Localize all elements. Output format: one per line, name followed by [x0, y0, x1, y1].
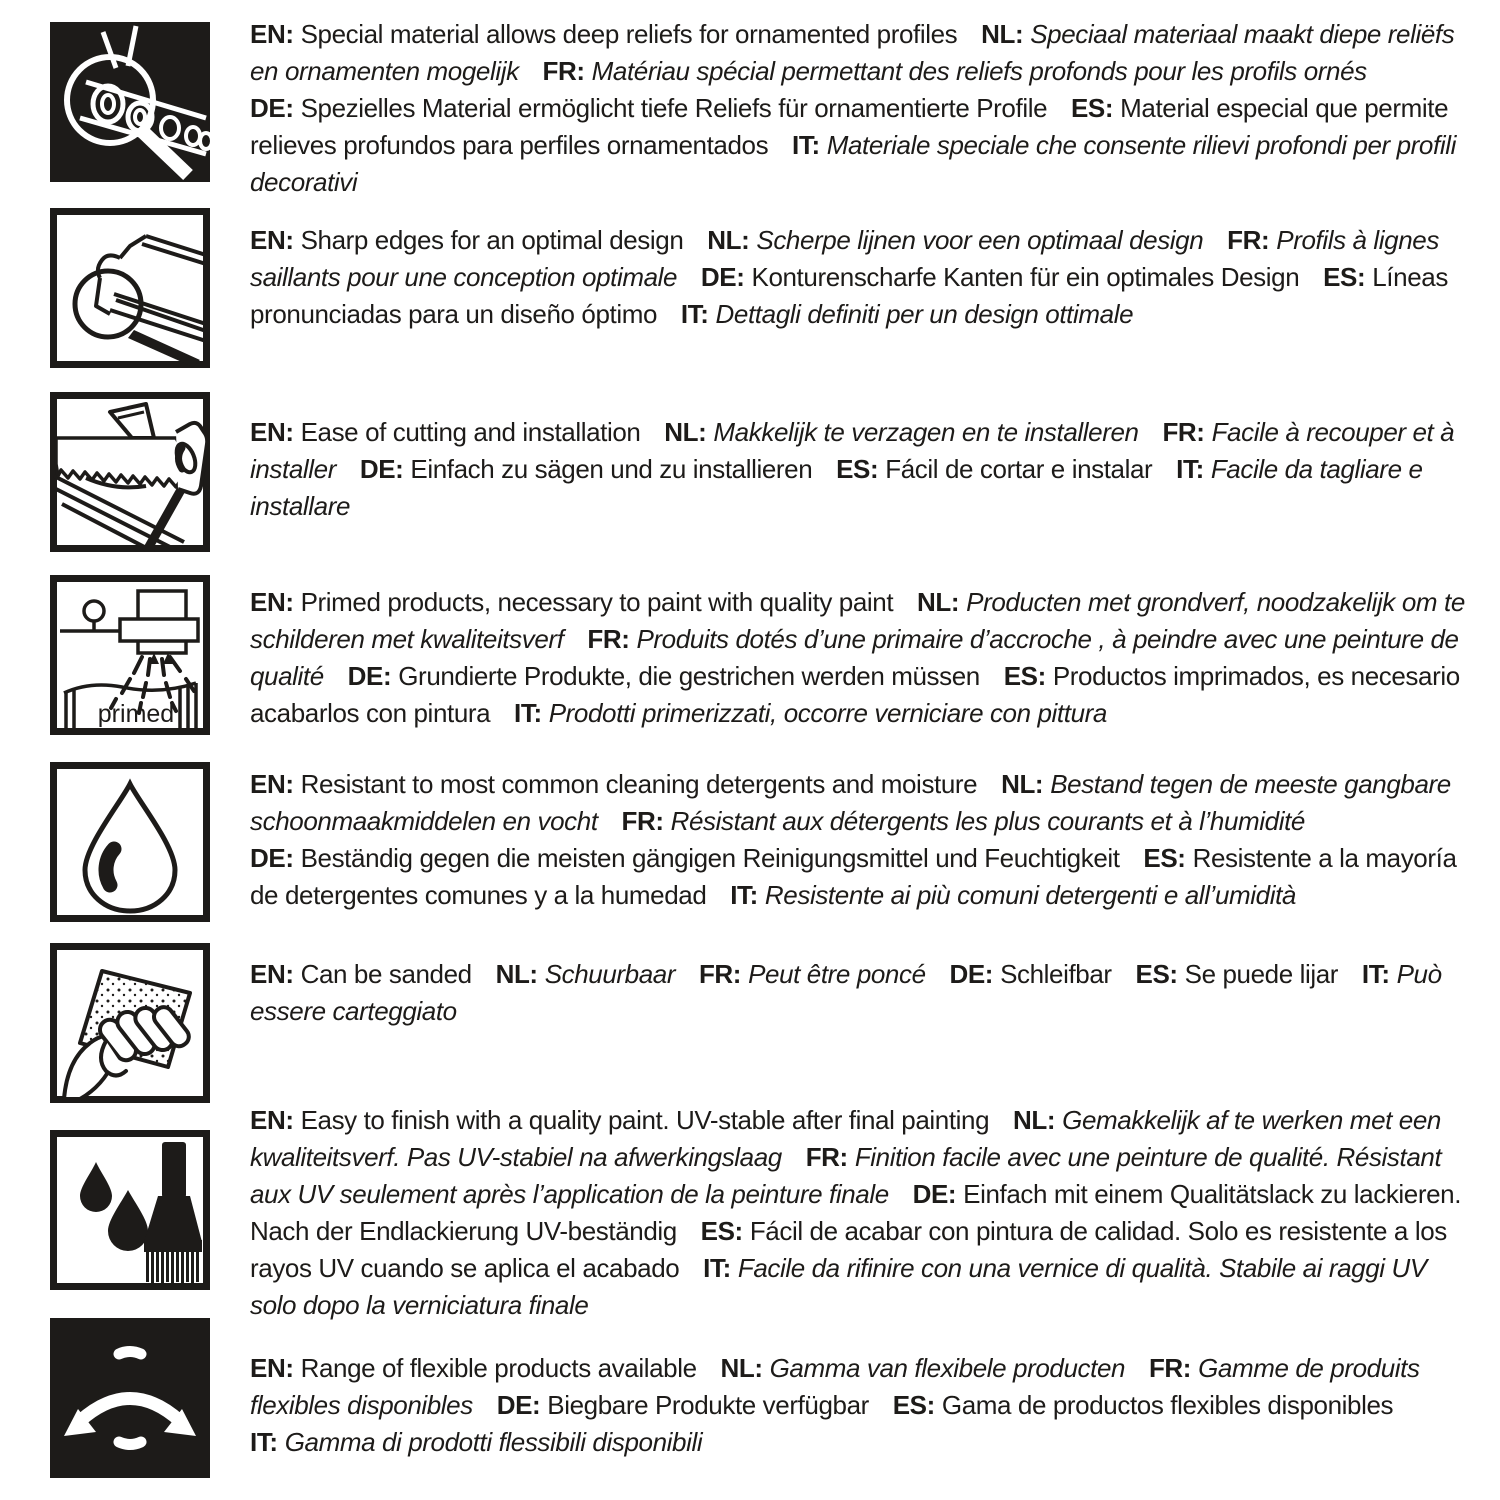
lang-label: ES: — [1135, 959, 1178, 989]
primed-label: primed — [97, 700, 175, 728]
lang-segment-en — [250, 1105, 989, 1135]
lang-segment-en — [250, 587, 893, 617]
lang-value: Speciaal materiaal maakt diepe reliëfs en ornamenten mogelijk — [250, 19, 1455, 86]
lang-segment-es — [893, 1390, 1393, 1420]
lang-value: Finition facile avec une peinture de qualité. Résistant aux UV seulement après l’application de la peinture finale — [250, 1142, 1442, 1209]
lang-label: IT: — [1361, 959, 1390, 989]
lang-value: Schuurbaar — [544, 959, 676, 989]
lang-label: FR: — [542, 56, 585, 86]
lang-segment-en — [250, 417, 640, 447]
lang-label: IT: — [703, 1253, 731, 1283]
lang-value: Biegbare Produkte verfügbar — [547, 1390, 869, 1420]
lang-value: Profils à lignes saillants pour une conception optimale — [250, 225, 1439, 292]
lang-label: NL: — [917, 587, 960, 617]
lang-segment-de — [250, 843, 1120, 873]
lang-label: ES: — [700, 1216, 743, 1246]
lang-label: DE: — [949, 959, 994, 989]
lang-label: FR: — [1227, 225, 1270, 255]
lang-value: Gemakkelijk af te werken met een kwaliteitsverf. Pas UV-stabiel na afwerkingslaag — [250, 1105, 1441, 1172]
lang-segment-de — [348, 661, 980, 691]
lang-label: FR: — [698, 959, 742, 989]
lang-segment-de — [701, 262, 1299, 292]
lang-value: Productos imprimados, es necesario acabarlos con pintura — [250, 661, 1460, 728]
lang-segment-fr — [543, 56, 1367, 86]
lang-segment-de — [949, 959, 1111, 989]
lang-label: NL: — [720, 1353, 763, 1383]
lang-value: Scherpe lijnen voor een optimaal design — [756, 225, 1204, 255]
lang-label: ES: — [1323, 262, 1366, 292]
feature-text — [250, 766, 1472, 914]
lang-label: EN: — [250, 959, 294, 989]
lang-value: Range of flexible products available — [300, 1353, 697, 1383]
sharp-edge-magnifier-icon — [50, 208, 210, 368]
lang-value: Produits dotés d’une primaire d’accroche , à peindre avec une peinture de qualité — [250, 624, 1459, 691]
lang-label: EN: — [250, 1353, 294, 1383]
lang-value: Can be sanded — [300, 959, 472, 989]
lang-value: Peut être poncé — [748, 959, 926, 989]
ornamented-profile-magnifier-icon — [50, 22, 210, 182]
lang-label: DE: — [700, 262, 745, 292]
lang-label: DE: — [359, 454, 404, 484]
lang-value: Materiale speciale che consente rilievi profondi per profili decorativi — [250, 130, 1456, 197]
lang-label: ES: — [892, 1390, 935, 1420]
lang-segment-de — [250, 93, 1047, 123]
lang-segment-it — [681, 299, 1133, 329]
lang-label: ES: — [1003, 661, 1046, 691]
lang-value: Prodotti primerizzati, occorre verniciare con pittura — [548, 698, 1107, 728]
lang-value: Può essere carteggiato — [250, 959, 1442, 1026]
lang-value: Gamme de produits flexibles disponibles — [250, 1353, 1420, 1420]
lang-label: EN: — [250, 225, 294, 255]
lang-label: EN: — [250, 417, 294, 447]
lang-label: DE: — [347, 661, 392, 691]
primer-spray-icon — [50, 575, 210, 735]
lang-label: IT: — [250, 1427, 278, 1457]
lang-value: Einfach zu sägen und zu installieren — [410, 454, 813, 484]
lang-label: EN: — [250, 769, 294, 799]
feature-text — [250, 414, 1472, 525]
lang-segment-en — [250, 225, 683, 255]
handsaw-cutting-icon — [50, 392, 210, 552]
lang-segment-it — [514, 698, 1107, 728]
lang-value: Ease of cutting and installation — [300, 417, 641, 447]
lang-value: Sharp edges for an optimal design — [300, 225, 684, 255]
lang-segment-fr — [621, 806, 1305, 836]
lang-label: FR: — [1148, 1353, 1192, 1383]
lang-segment-en — [250, 1353, 697, 1383]
lang-value: Resistant to most common cleaning detergents and moisture — [300, 769, 978, 799]
lang-label: IT: — [1176, 454, 1204, 484]
lang-label: IT: — [680, 299, 709, 329]
lang-value: Easy to finish with a quality paint. UV-stable after final painting — [300, 1105, 990, 1135]
lang-segment-es — [836, 454, 1152, 484]
lang-segment-it — [730, 880, 1296, 910]
lang-value: Beständig gegen die meisten gängigen Reinigungsmittel und Feuchtigkeit — [300, 843, 1120, 873]
flexibility-arrows-icon — [50, 1318, 210, 1478]
lang-value: Grundierte Produkte, die gestrichen werden müssen — [398, 661, 980, 691]
lang-label: NL: — [707, 225, 750, 255]
lang-segment-en — [250, 769, 977, 799]
lang-value: Dettagli definiti per un design ottimale — [715, 299, 1134, 329]
feature-text — [250, 16, 1472, 201]
lang-value: Resistente a la mayoría de detergentes comunes y a la humedad — [250, 843, 1457, 910]
feature-text — [250, 956, 1472, 1030]
lang-segment-nl — [720, 1353, 1125, 1383]
lang-label: DE: — [250, 843, 294, 873]
lang-segment-fr — [699, 959, 926, 989]
feature-text — [250, 1350, 1472, 1461]
lang-label: FR: — [805, 1142, 848, 1172]
lang-label: NL: — [664, 417, 707, 447]
lang-label: EN: — [250, 587, 294, 617]
lang-label: FR: — [1162, 417, 1205, 447]
lang-label: EN: — [250, 19, 294, 49]
lang-label: ES: — [836, 454, 879, 484]
lang-label: IT: — [792, 130, 820, 160]
lang-label: FR: — [587, 624, 630, 654]
lang-segment-nl — [496, 959, 676, 989]
lang-value: Fácil de cortar e instalar — [885, 454, 1153, 484]
feature-text — [250, 222, 1472, 333]
lang-label: NL: — [1013, 1105, 1056, 1135]
lang-label: IT: — [730, 880, 758, 910]
lang-value: Gamma di prodotti flessibili disponibili — [284, 1427, 703, 1457]
lang-segment-nl — [664, 417, 1138, 447]
lang-value: Resistente ai più comuni detergenti e all’umidità — [764, 880, 1296, 910]
feature-text — [250, 584, 1472, 732]
lang-value: Facile à recouper et à installer — [250, 417, 1455, 484]
lang-segment-de — [360, 454, 812, 484]
lang-value: Makkelijk te verzagen en te installeren — [713, 417, 1139, 447]
lang-value: Facile da tagliare e installare — [250, 454, 1423, 521]
water-droplet-icon — [50, 762, 210, 922]
feature-text — [250, 1102, 1472, 1324]
lang-value: Bestand tegen de meeste gangbare schoonmaakmiddelen en vocht — [250, 769, 1451, 836]
lang-value: Primed products, necessary to paint with quality paint — [300, 587, 894, 617]
lang-label: EN: — [250, 1105, 294, 1135]
lang-label: DE: — [250, 93, 294, 123]
lang-value: Matériau spécial permettant des reliefs profonds pour les profils ornés — [591, 56, 1367, 86]
lang-label: NL: — [495, 959, 538, 989]
lang-label: ES: — [1143, 843, 1186, 873]
lang-value: Special material allows deep reliefs for ornamented profiles — [300, 19, 958, 49]
lang-label: NL: — [1001, 769, 1044, 799]
lang-label: ES: — [1070, 93, 1114, 123]
lang-value: Producten met grondverf, noodzakelijk om te schilderen met kwaliteitsverf — [250, 587, 1465, 654]
lang-value: Material especial que permite relieves profundos para perfiles ornamentados — [250, 93, 1449, 160]
lang-value: Gamma van flexibele producten — [769, 1353, 1126, 1383]
lang-segment-en — [250, 959, 472, 989]
paintbrush-drops-icon — [50, 1130, 210, 1290]
lang-value: Spezielles Material ermöglicht tiefe Reliefs für ornamentierte Profile — [300, 93, 1048, 123]
lang-value: Schleifbar — [1000, 959, 1112, 989]
lang-value: Facile da rifinire con una vernice di qualità. Stabile ai raggi UV solo dopo la verniciatura finale — [250, 1253, 1427, 1320]
lang-value: Konturenscharfe Kanten für ein optimales Design — [751, 262, 1300, 292]
lang-value: Fácil de acabar con pintura de calidad. Solo es resistente a los rayos UV cuando se aplica el acabado — [250, 1216, 1447, 1283]
lang-value: Gama de productos flexibles disponibles — [941, 1390, 1394, 1420]
lang-segment-en — [250, 19, 957, 49]
sanding-hand-icon — [50, 943, 210, 1103]
lang-segment-it — [250, 1427, 702, 1457]
lang-segment-nl — [707, 225, 1203, 255]
lang-label: IT: — [514, 698, 542, 728]
lang-label: DE: — [496, 1390, 541, 1420]
lang-label: FR: — [621, 806, 664, 836]
lang-value: Se puede lijar — [1184, 959, 1339, 989]
lang-value: Einfach mit einem Qualitätslack zu lackieren. Nach der Endlackierung UV-beständig — [250, 1179, 1462, 1246]
lang-label: NL: — [981, 19, 1024, 49]
lang-label: DE: — [912, 1179, 957, 1209]
lang-segment-es — [1136, 959, 1339, 989]
lang-segment-de — [497, 1390, 869, 1420]
lang-value: Résistant aux détergents les plus courants et à l’humidité — [670, 806, 1305, 836]
lang-value: Líneas pronunciadas para un diseño óptimo — [250, 262, 1448, 329]
